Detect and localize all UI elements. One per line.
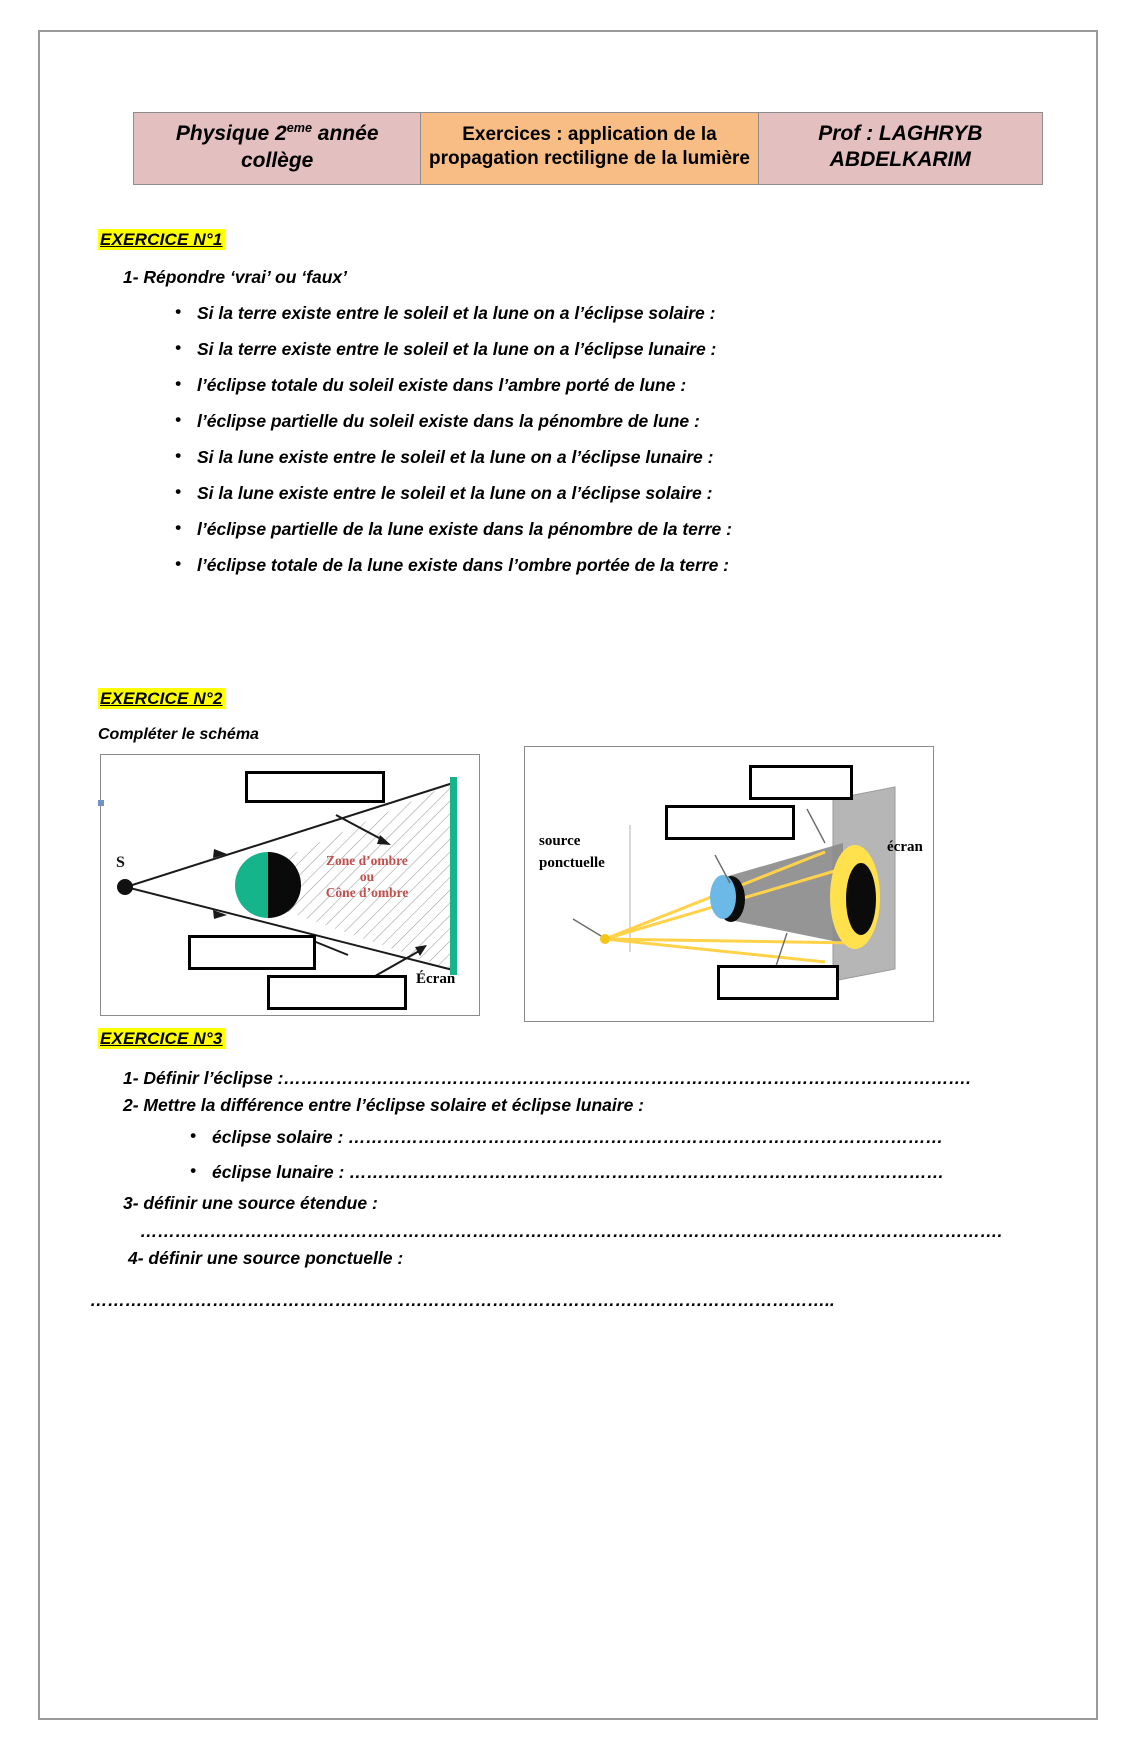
answer-box-top-left-figure[interactable]: [245, 771, 385, 803]
exercise3-title: EXERCICE N°3: [100, 1029, 223, 1049]
exercise2-figures: [90, 744, 990, 1022]
exercise1-question: 1- Répondre ‘vrai’ ou ‘faux’: [123, 266, 347, 287]
source-ponctuelle-caption: [539, 831, 605, 875]
header-subject-cell: [134, 113, 421, 184]
list-item: • éclipse lunaire : …………………………………………………………………………………………: [190, 1155, 1030, 1190]
exercise3-question4-dots: ………………………………………………………………………………………………………………..: [90, 1289, 835, 1310]
header-subject-superscript: eme: [286, 121, 312, 135]
exercise3-question2: 2- Mettre la différence entre l’éclipse solaire et éclipse lunaire :: [123, 1095, 645, 1116]
answer-box-bottom-right-figure[interactable]: [717, 965, 839, 1000]
exercise3-question3-dots: ………………………………………………………………………………………………………………………………….: [140, 1220, 1003, 1241]
answer-box-top-right-figure[interactable]: [749, 765, 853, 800]
list-item: • l’éclipse partielle de la lune existe dans la pénombre de la terre :: [175, 511, 1030, 547]
ecran-label-right: écran: [887, 839, 923, 856]
answer-box-middle-right-figure[interactable]: [665, 805, 795, 840]
list-item: • Si la terre existe entre le soleil et la lune on a l’éclipse solaire :: [175, 295, 1030, 331]
answer-box-middle-left-figure[interactable]: [188, 935, 316, 970]
header-subject-text-part2: année: [311, 122, 379, 145]
zone-ombre-line1: Zone d’ombre: [326, 853, 408, 869]
zone-ombre-caption: [303, 853, 431, 901]
header-professor-line2: ABDELKARIM: [829, 148, 971, 172]
exercise2-title: EXERCICE N°2: [100, 689, 223, 709]
source-ponctuelle-line1: source: [539, 833, 581, 850]
exercise1-title: EXERCICE N°1: [100, 229, 223, 249]
figure-point-source: [524, 746, 934, 1022]
list-item: • Si la lune existe entre le soleil et la lune on a l’éclipse lunaire :: [175, 439, 1030, 475]
exercise2-instruction: Compléter le schéma: [98, 726, 259, 744]
page-content: [90, 112, 1030, 1314]
header-topic-cell: [421, 113, 758, 184]
list-item: • l’éclipse totale de la lune existe dans l’ombre portée de la terre :: [175, 547, 1030, 583]
list-item: • l’éclipse partielle du soleil existe dans la pénombre de lune :: [175, 403, 1030, 439]
source-ponctuelle-line2: ponctuelle: [539, 855, 605, 871]
list-item: • l’éclipse totale du soleil existe dans l’ambre porté de lune :: [175, 367, 1030, 403]
header-subject-line2: collège: [241, 148, 314, 172]
ecran-label-left: Écran: [416, 971, 456, 988]
zone-ombre-line2: ou: [359, 869, 375, 885]
exercise1-statement-list: [90, 295, 1030, 583]
list-item: • Si la terre existe entre le soleil et la lune on a l’éclipse lunaire :: [175, 331, 1030, 367]
zone-ombre-line3: Cône d’ombre: [325, 885, 409, 901]
header-professor-line1: Prof : LAGHRYB: [818, 121, 983, 145]
header-professor-cell: [759, 113, 1042, 184]
exercise3-question3: 3- définir une source étendue :: [123, 1192, 378, 1213]
list-item: • Si la lune existe entre le soleil et la lune on a l’éclipse solaire :: [175, 475, 1030, 511]
svg-text:S: S: [116, 854, 125, 872]
page-frame: [38, 30, 1098, 1720]
exercise3-sub-list: [90, 1120, 1030, 1190]
document-header-table: [133, 112, 1043, 185]
answer-box-bottom-left-figure[interactable]: [267, 975, 407, 1010]
stray-mark-icon: [98, 800, 104, 806]
header-topic-text: Exercices : application de la propagation rectiligne de la lumière: [429, 124, 750, 170]
exercise3-question1: 1- Définir l’éclipse :……………………………………………………………………………………………………….: [123, 1068, 971, 1089]
figure-shadow-cone: [100, 754, 480, 1016]
list-item: • éclipse solaire : …………………………………………………………………………………………: [190, 1120, 1030, 1155]
header-subject-text-part1: Physique 2: [175, 122, 287, 145]
exercise3-question4: 4- définir une source ponctuelle :: [128, 1247, 404, 1268]
